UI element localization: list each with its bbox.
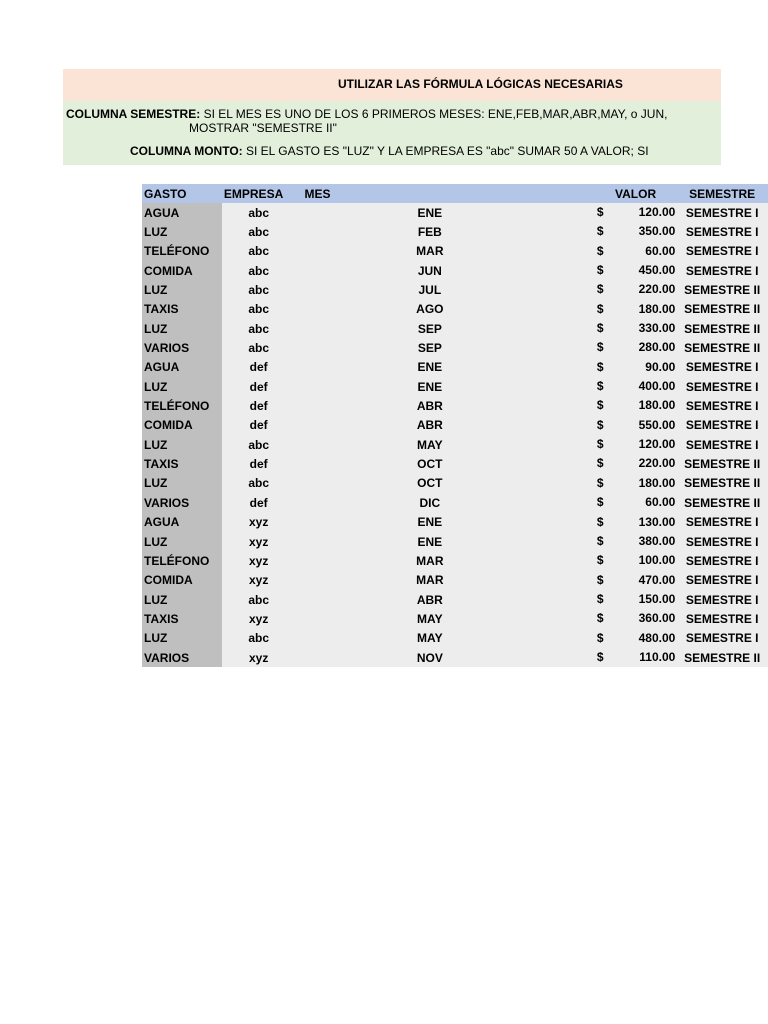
cell-valor[interactable] xyxy=(595,242,676,261)
currency-symbol: $ xyxy=(596,649,604,664)
table-row xyxy=(142,261,768,280)
cell-semestre[interactable]: SEMESTRE I xyxy=(676,396,768,415)
cell-gasto[interactable]: TAXIS xyxy=(142,454,222,473)
cell-mes-text: SEP xyxy=(417,341,442,356)
table-row xyxy=(142,629,768,648)
cell-mes-text: MAY xyxy=(417,631,443,646)
cell-empresa[interactable]: def xyxy=(222,396,300,415)
cell-empresa[interactable]: abc xyxy=(222,474,300,493)
cell-semestre[interactable]: SEMESTRE I xyxy=(676,203,768,222)
cell-semestre[interactable]: SEMESTRE I xyxy=(676,513,768,532)
cell-empresa[interactable]: abc xyxy=(222,629,300,648)
cell-mes[interactable] xyxy=(299,338,594,357)
currency-symbol: $ xyxy=(596,417,604,432)
cell-mes[interactable] xyxy=(299,300,594,319)
cell-valor[interactable] xyxy=(595,416,676,435)
cell-semestre[interactable]: SEMESTRE II xyxy=(676,648,768,667)
cell-valor[interactable] xyxy=(595,532,676,551)
cell-mes-text: NOV xyxy=(416,650,443,665)
cell-valor[interactable] xyxy=(595,493,676,512)
table-row xyxy=(142,203,768,222)
cell-gasto[interactable]: LUZ xyxy=(142,532,222,551)
currency-symbol: $ xyxy=(596,611,604,626)
cell-mes[interactable] xyxy=(299,222,594,241)
cell-valor-amount: 110.00 xyxy=(639,649,676,664)
column-header-empresa[interactable]: EMPRESA xyxy=(222,184,300,203)
cell-mes[interactable] xyxy=(299,532,594,551)
cell-valor[interactable] xyxy=(595,396,676,415)
cell-semestre[interactable]: SEMESTRE II xyxy=(676,493,768,512)
table-row xyxy=(142,377,768,396)
cell-valor[interactable] xyxy=(595,338,676,357)
cell-gasto[interactable]: TELÉFONO xyxy=(142,242,222,261)
currency-symbol: $ xyxy=(596,495,604,510)
cell-semestre[interactable]: SEMESTRE I xyxy=(676,358,768,377)
currency-symbol: $ xyxy=(596,630,604,645)
cell-mes[interactable] xyxy=(299,319,594,338)
cell-valor[interactable] xyxy=(595,571,676,590)
cell-empresa[interactable]: xyz xyxy=(222,532,300,551)
cell-valor[interactable] xyxy=(595,609,676,628)
cell-mes[interactable] xyxy=(299,571,594,590)
table-body xyxy=(142,203,768,667)
cell-mes[interactable] xyxy=(299,454,594,473)
cell-valor[interactable] xyxy=(595,261,676,280)
cell-semestre[interactable]: SEMESTRE II xyxy=(676,454,768,473)
table-row xyxy=(142,338,768,357)
table-row xyxy=(142,532,768,551)
cell-semestre[interactable]: SEMESTRE I xyxy=(676,222,768,241)
currency-symbol: $ xyxy=(596,282,604,297)
table-row xyxy=(142,242,768,261)
cell-empresa[interactable]: def xyxy=(222,454,300,473)
cell-mes[interactable] xyxy=(299,629,594,648)
cell-mes-text: DIC xyxy=(419,495,441,510)
cell-empresa[interactable]: abc xyxy=(222,590,300,609)
cell-valor[interactable] xyxy=(595,222,676,241)
table-row xyxy=(142,416,768,435)
cell-semestre[interactable]: SEMESTRE II xyxy=(676,300,768,319)
table-row xyxy=(142,474,768,493)
cell-mes-text: AGO xyxy=(416,302,444,317)
cell-valor-amount: 100.00 xyxy=(638,553,676,568)
table-row xyxy=(142,493,768,512)
cell-valor-amount: 480.00 xyxy=(638,630,676,645)
cell-mes[interactable] xyxy=(299,377,594,396)
expenses-table xyxy=(142,184,768,667)
cell-empresa[interactable]: abc xyxy=(222,435,300,454)
cell-valor-amount: 220.00 xyxy=(638,456,676,471)
semestre-label: COLUMNA SEMESTRE: xyxy=(66,107,201,121)
cell-valor-amount: 90.00 xyxy=(645,359,676,374)
table-row xyxy=(142,609,768,628)
cell-mes[interactable] xyxy=(299,358,594,377)
currency-symbol: $ xyxy=(596,456,604,471)
cell-valor[interactable] xyxy=(595,300,676,319)
cell-mes-text: FEB xyxy=(417,225,442,240)
cell-valor-amount: 380.00 xyxy=(638,533,676,548)
cell-mes-text: MAR xyxy=(416,244,444,259)
cell-empresa[interactable]: abc xyxy=(222,338,300,357)
cell-mes[interactable] xyxy=(299,551,594,570)
table-row xyxy=(142,358,768,377)
cell-empresa[interactable]: abc xyxy=(222,300,300,319)
cell-gasto[interactable]: TELÉFONO xyxy=(142,551,222,570)
cell-empresa[interactable]: abc xyxy=(222,203,300,222)
semestre-instruction xyxy=(66,107,667,121)
cell-empresa[interactable]: abc xyxy=(222,319,300,338)
column-header-mes[interactable]: MES xyxy=(299,184,594,203)
cell-valor[interactable] xyxy=(595,280,676,299)
monto-label: COLUMNA MONTO: xyxy=(130,144,243,158)
cell-valor[interactable] xyxy=(595,474,676,493)
cell-gasto[interactable]: COMIDA xyxy=(142,416,222,435)
cell-gasto[interactable]: LUZ xyxy=(142,377,222,396)
currency-symbol: $ xyxy=(596,437,604,452)
currency-symbol: $ xyxy=(596,263,604,278)
cell-mes-text: ABR xyxy=(416,592,443,607)
cell-valor-amount: 120.00 xyxy=(638,205,676,219)
cell-valor-amount: 400.00 xyxy=(638,379,676,394)
table-row xyxy=(142,222,768,241)
instructions-band xyxy=(63,101,721,165)
cell-empresa[interactable]: xyz xyxy=(222,571,300,590)
cell-mes-text: SEP xyxy=(417,321,442,336)
cell-gasto[interactable]: LUZ xyxy=(142,280,222,299)
cell-valor[interactable] xyxy=(595,590,676,609)
currency-symbol: $ xyxy=(596,301,604,316)
cell-valor[interactable] xyxy=(595,319,676,338)
cell-gasto[interactable]: LUZ xyxy=(142,590,222,609)
cell-valor-amount: 470.00 xyxy=(638,572,676,587)
currency-symbol: $ xyxy=(596,514,604,529)
page-title: UTILIZAR LAS FÓRMULA LÓGICAS NECESARIAS xyxy=(338,77,623,91)
monto-text: SI EL GASTO ES "LUZ" Y LA EMPRESA ES "abc" SUMAR 50 A VALOR; SI xyxy=(242,144,649,158)
cell-semestre[interactable]: SEMESTRE II xyxy=(676,280,768,299)
table-row xyxy=(142,513,768,532)
cell-gasto[interactable]: LUZ xyxy=(142,319,222,338)
cell-empresa[interactable]: def xyxy=(222,377,300,396)
column-header-gasto[interactable]: GASTO xyxy=(142,184,222,203)
cell-empresa[interactable]: abc xyxy=(222,280,300,299)
cell-mes-text: OCT xyxy=(417,476,443,491)
cell-mes-text: ENE xyxy=(417,534,443,549)
cell-valor-amount: 180.00 xyxy=(638,475,676,490)
cell-mes-text: MAR xyxy=(416,573,444,588)
currency-symbol: $ xyxy=(596,475,604,490)
cell-mes[interactable] xyxy=(299,396,594,415)
cell-gasto[interactable]: TAXIS xyxy=(142,609,222,628)
cell-mes[interactable] xyxy=(299,416,594,435)
cell-semestre[interactable]: SEMESTRE I xyxy=(676,571,768,590)
column-header-semestre[interactable]: SEMESTRE xyxy=(676,184,768,203)
cell-mes-text: ENE xyxy=(417,515,443,530)
currency-symbol: $ xyxy=(596,359,604,374)
currency-symbol: $ xyxy=(596,553,604,568)
cell-mes[interactable] xyxy=(299,513,594,532)
cell-mes[interactable] xyxy=(299,609,594,628)
cell-valor[interactable] xyxy=(595,629,676,648)
cell-empresa[interactable]: def xyxy=(222,416,300,435)
cell-gasto[interactable]: AGUA xyxy=(142,203,222,222)
cell-empresa[interactable]: xyz xyxy=(222,609,300,628)
cell-mes-text: OCT xyxy=(417,457,443,472)
cell-empresa[interactable]: abc xyxy=(222,242,300,261)
cell-mes-text: ENE xyxy=(417,379,443,394)
cell-empresa[interactable]: xyz xyxy=(222,551,300,570)
cell-mes-text: JUN xyxy=(417,263,442,278)
cell-gasto[interactable]: COMIDA xyxy=(142,261,222,280)
cell-valor-amount: 450.00 xyxy=(638,263,676,278)
cell-mes-text: ENE xyxy=(417,360,443,375)
cell-empresa[interactable]: def xyxy=(222,493,300,512)
cell-semestre[interactable]: SEMESTRE II xyxy=(676,474,768,493)
cell-gasto[interactable]: LUZ xyxy=(142,435,222,454)
cell-mes[interactable] xyxy=(299,435,594,454)
cell-valor[interactable] xyxy=(595,377,676,396)
cell-empresa[interactable]: abc xyxy=(222,261,300,280)
cell-empresa[interactable]: abc xyxy=(222,222,300,241)
cell-valor-amount: 330.00 xyxy=(638,321,676,336)
cell-valor-amount: 60.00 xyxy=(645,243,676,258)
cell-valor-amount: 180.00 xyxy=(638,398,676,413)
table-row xyxy=(142,648,768,667)
cell-mes-text: ABR xyxy=(416,399,443,414)
cell-valor-amount: 360.00 xyxy=(638,611,676,626)
currency-symbol: $ xyxy=(596,379,604,394)
currency-symbol: $ xyxy=(596,243,604,258)
cell-semestre[interactable]: SEMESTRE I xyxy=(676,435,768,454)
currency-symbol: $ xyxy=(596,398,604,413)
currency-symbol: $ xyxy=(596,533,604,548)
table-row xyxy=(142,590,768,609)
cell-mes-text: JUL xyxy=(418,283,442,298)
title-band xyxy=(63,69,721,101)
cell-valor-amount: 350.00 xyxy=(638,224,676,239)
cell-valor[interactable] xyxy=(595,513,676,532)
cell-mes-text: ENE xyxy=(417,205,443,220)
cell-mes-text: MAY xyxy=(417,611,443,626)
cell-valor[interactable] xyxy=(595,454,676,473)
cell-mes[interactable] xyxy=(299,648,594,667)
cell-gasto[interactable]: VARIOS xyxy=(142,648,222,667)
semestre-text: SI EL MES ES UNO DE LOS 6 PRIMEROS MESES: ENE,FEB,MAR,ABR,MAY, o JUN, xyxy=(200,107,668,121)
cell-semestre[interactable]: SEMESTRE I xyxy=(676,609,768,628)
semestre-instruction-line2: MOSTRAR "SEMESTRE II" xyxy=(189,121,337,135)
monto-instruction xyxy=(130,144,649,158)
cell-mes[interactable] xyxy=(299,242,594,261)
cell-semestre[interactable]: SEMESTRE I xyxy=(676,377,768,396)
cell-valor-amount: 130.00 xyxy=(638,514,676,529)
currency-symbol: $ xyxy=(596,321,604,336)
cell-semestre[interactable]: SEMESTRE II xyxy=(676,338,768,357)
cell-gasto[interactable]: LUZ xyxy=(142,629,222,648)
cell-gasto[interactable]: AGUA xyxy=(142,358,222,377)
cell-semestre[interactable]: SEMESTRE I xyxy=(676,532,768,551)
cell-empresa[interactable]: xyz xyxy=(222,513,300,532)
cell-valor-amount: 550.00 xyxy=(638,417,676,432)
cell-valor[interactable] xyxy=(595,648,676,667)
cell-gasto[interactable]: TAXIS xyxy=(142,300,222,319)
table-row xyxy=(142,551,768,570)
cell-semestre[interactable]: SEMESTRE I xyxy=(676,551,768,570)
cell-mes[interactable] xyxy=(299,261,594,280)
cell-gasto[interactable]: COMIDA xyxy=(142,571,222,590)
cell-semestre[interactable]: SEMESTRE I xyxy=(676,242,768,261)
currency-symbol: $ xyxy=(596,591,604,606)
cell-mes[interactable] xyxy=(299,474,594,493)
table-row xyxy=(142,319,768,338)
cell-valor-amount: 120.00 xyxy=(638,437,676,452)
cell-empresa[interactable]: def xyxy=(222,358,300,377)
cell-mes[interactable] xyxy=(299,203,594,222)
cell-gasto[interactable]: LUZ xyxy=(142,474,222,493)
currency-symbol: $ xyxy=(596,340,604,355)
cell-semestre[interactable]: SEMESTRE II xyxy=(676,319,768,338)
table-row xyxy=(142,300,768,319)
currency-symbol: $ xyxy=(596,224,604,239)
cell-gasto[interactable]: LUZ xyxy=(142,222,222,241)
cell-valor-amount: 220.00 xyxy=(638,282,676,297)
cell-valor-amount: 150.00 xyxy=(638,591,676,606)
cell-mes-text: ABR xyxy=(416,418,443,433)
cell-mes-text: MAR xyxy=(416,553,444,568)
cell-mes[interactable] xyxy=(299,493,594,512)
cell-gasto[interactable]: VARIOS xyxy=(142,338,222,357)
cell-valor-amount: 60.00 xyxy=(645,495,676,510)
cell-mes-text: MAY xyxy=(417,437,443,452)
cell-valor[interactable] xyxy=(595,551,676,570)
currency-symbol: $ xyxy=(596,572,604,587)
cell-semestre[interactable]: SEMESTRE I xyxy=(676,590,768,609)
table-row xyxy=(142,435,768,454)
cell-empresa[interactable]: xyz xyxy=(222,648,300,667)
cell-gasto[interactable]: AGUA xyxy=(142,513,222,532)
cell-gasto[interactable]: VARIOS xyxy=(142,493,222,512)
currency-symbol: $ xyxy=(596,205,604,219)
table-row xyxy=(142,571,768,590)
table-row xyxy=(142,280,768,299)
table-header-row xyxy=(142,184,768,203)
cell-valor[interactable] xyxy=(595,435,676,454)
cell-semestre[interactable]: SEMESTRE I xyxy=(676,261,768,280)
cell-gasto[interactable]: TELÉFONO xyxy=(142,396,222,415)
table-row xyxy=(142,454,768,473)
cell-valor-amount: 180.00 xyxy=(638,301,676,316)
column-header-valor[interactable]: VALOR xyxy=(595,184,676,203)
cell-valor[interactable] xyxy=(595,358,676,377)
cell-mes[interactable] xyxy=(299,590,594,609)
cell-valor-amount: 280.00 xyxy=(638,340,676,355)
cell-semestre[interactable]: SEMESTRE I xyxy=(676,416,768,435)
cell-semestre[interactable]: SEMESTRE I xyxy=(676,629,768,648)
cell-mes[interactable] xyxy=(299,280,594,299)
cell-valor[interactable] xyxy=(595,203,676,222)
table-row xyxy=(142,396,768,415)
